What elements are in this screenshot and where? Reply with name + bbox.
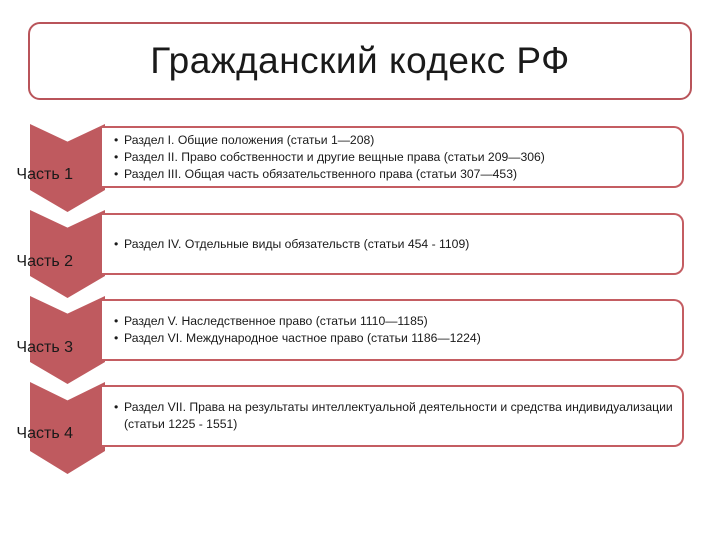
part-3-label: Часть 3 — [16, 339, 73, 356]
part-2-list — [114, 236, 682, 253]
part-4-item-1: • Раздел VII. Права на результаты интеллектуальной деятельности и средства индивидуализации (статьи 1225 - 1551) — [114, 399, 682, 433]
part-2-label: Часть 2 — [16, 253, 73, 270]
part-1-label: Часть 1 — [16, 166, 73, 183]
part-4-box — [102, 385, 684, 447]
part-3-item-1: • Раздел V. Наследственное право (статьи 1110—1185) — [114, 313, 682, 330]
part-1-list — [114, 132, 682, 183]
title-box — [28, 22, 692, 100]
part-3-box — [102, 299, 684, 361]
part-1-item-3: • Раздел III. Общая часть обязательственного права (статьи 307—453) — [114, 166, 682, 183]
part-1-box — [102, 126, 684, 188]
part-3-list — [114, 313, 682, 347]
part-3-item-2: • Раздел VI. Международное частное право (статьи 1186—1224) — [114, 330, 682, 347]
part-4-list — [114, 399, 682, 433]
diagram-title: Гражданский кодекс РФ — [150, 40, 570, 81]
part-2-item-1: • Раздел IV. Отдельные виды обязательств (статьи 454 - 1109) — [114, 236, 682, 253]
part-1-item-1: • Раздел I. Общие положения (статьи 1—208) — [114, 132, 682, 149]
part-2-box — [102, 213, 684, 275]
part-1-item-2: • Раздел II. Право собственности и другие вещные права (статьи 209—306) — [114, 149, 682, 166]
part-4-label: Часть 4 — [16, 425, 73, 442]
